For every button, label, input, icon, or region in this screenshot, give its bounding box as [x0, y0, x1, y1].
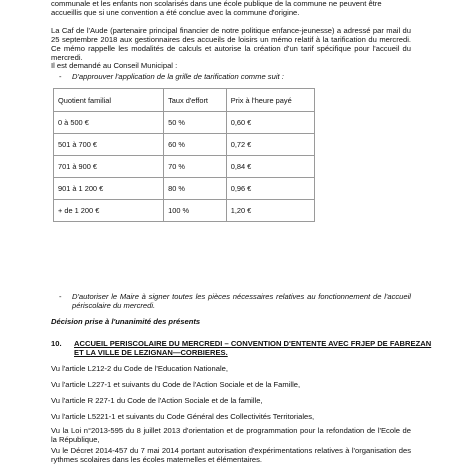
cell-prix: 0,84 €	[226, 156, 314, 178]
bullet-text-authorize: D'autoriser le Maire à signer toutes les pièces nécessaires relatives au fonctionnement de l'accueil périscolaire du mercredi.	[72, 292, 411, 310]
vu-line: Vu l'article L5221-1 et suivants du Code Général des Collectivités Territoriales,	[51, 412, 315, 421]
section-title-line-1: ACCUEIL PERISCOLAIRE DU MERCREDI – CONVENTION D'ENTENTE AVEC FRJEP DE FABREZAN	[74, 339, 432, 348]
cell-prix: 1,20 €	[226, 200, 314, 222]
table-row	[54, 156, 315, 178]
tarification-table	[53, 88, 315, 222]
table-header-row	[54, 89, 315, 112]
header-taux: Taux d'effort	[164, 89, 227, 112]
cell-quotient: 501 à 700 €	[54, 134, 164, 156]
table-row	[54, 112, 315, 134]
intro-line-2: accueillis que si une convention a été conclue avec la commune d'origine.	[51, 8, 300, 17]
cell-taux: 60 %	[164, 134, 227, 156]
vu-line: Vu l'article L227-1 et suivants du Code de l'Action Sociale et de la Famille,	[51, 380, 301, 389]
table-row	[54, 200, 315, 222]
bullet-text-approve: D'approuver l'application de la grille de tarification comme suit :	[72, 72, 284, 81]
vu-line: Vu l'article L212-2 du Code de l'Education Nationale,	[51, 364, 228, 373]
decision-text: Décision prise à l'unanimité des présents	[51, 317, 201, 326]
cell-prix: 0,60 €	[226, 112, 314, 134]
bullet-dash-2: -	[59, 292, 62, 301]
cell-quotient: 0 à 500 €	[54, 112, 164, 134]
cell-quotient: 901 à 1 200 €	[54, 178, 164, 200]
bullet-dash-1: -	[59, 72, 62, 81]
cell-prix: 0,72 €	[226, 134, 314, 156]
cell-taux: 80 %	[164, 178, 227, 200]
vu-line: Vu le Décret 2014-457 du 7 mai 2014 portant autorisation d'expérimentations relatives à l'organisation des rythmes scolaires dans les écoles maternelles et élémentaires.	[51, 446, 411, 464]
intro-line-1: communale et les enfants non scolarisés dans une école publique de la commune ne peuvent être	[51, 0, 382, 8]
header-prix: Prix à l'heure payé	[226, 89, 314, 112]
table-row	[54, 178, 315, 200]
table-row	[54, 134, 315, 156]
cell-quotient: + de 1 200 €	[54, 200, 164, 222]
council-request: Il est demandé au Conseil Municipal :	[51, 61, 178, 70]
vu-line: Vu l'article R 227-1 du Code de l'Action Sociale et de la famille,	[51, 396, 263, 405]
cell-taux: 50 %	[164, 112, 227, 134]
cell-taux: 100 %	[164, 200, 227, 222]
vu-line: Vu la Loi n°2013-595 du 8 juillet 2013 d'orientation et de programmation pour la refondation de l'Ecole de la République,	[51, 426, 411, 444]
caf-paragraph: La Caf de l'Aude (partenaire principal financier de notre politique enfance-jeunesse) a adressé par mail du 25 septembre 2018 aux gestionnaires des accueils de loisirs un mémo relatif à la tarification du mercredi. Ce mémo rappelle les modalités de calculs et autorise la création d'un tarif spécifique pour l'accueil du mercredi.	[51, 26, 411, 62]
cell-taux: 70 %	[164, 156, 227, 178]
cell-quotient: 701 à 900 €	[54, 156, 164, 178]
section-number: 10.	[51, 339, 62, 348]
cell-prix: 0,96 €	[226, 178, 314, 200]
section-title-line-2: ET LA VILLE DE LEZIGNAN—CORBIERES.	[74, 348, 228, 357]
header-quotient: Quotient familial	[54, 89, 164, 112]
